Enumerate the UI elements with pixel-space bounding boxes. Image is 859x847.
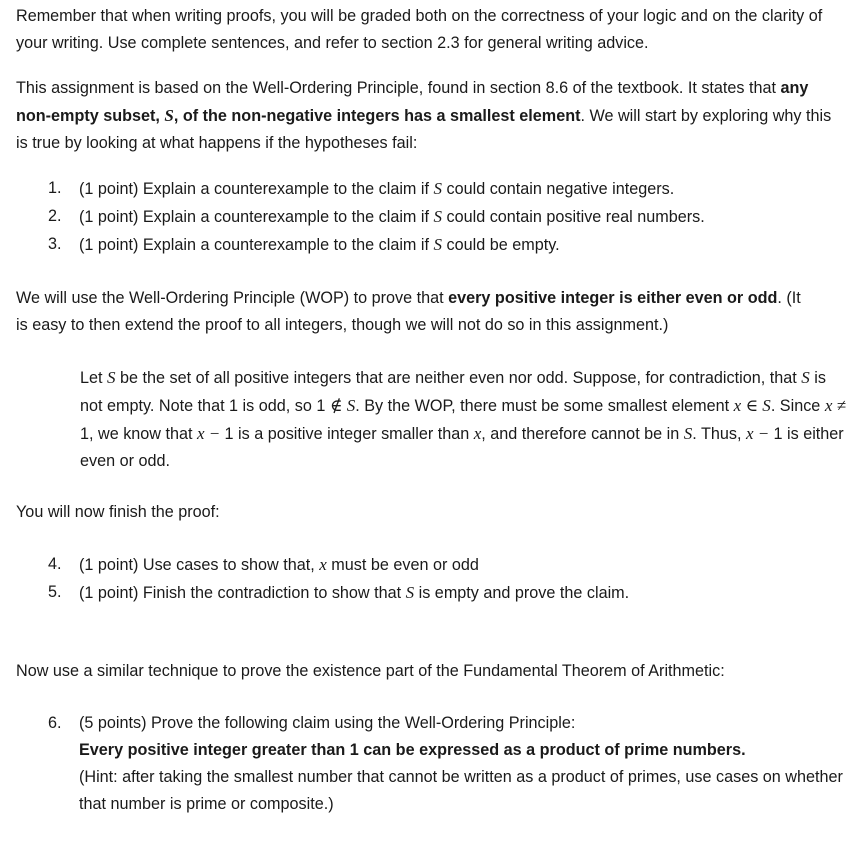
proof-text: Let [80,369,108,387]
list-item [16,710,844,818]
item-text: (1 point) Finish the contradiction to show that [79,584,406,602]
item-text: (1 point) Explain a counterexample to the claim if [79,208,434,226]
proof-text: 1 is a positive integer smaller than [224,425,474,443]
item-text-rest: could be empty. [442,236,560,254]
wop-use-text-2: . (It is easy to then extend the proof to all integers, though we will not do so in this assignment.) [16,289,801,334]
item-text-rest: must be even or odd [326,556,479,574]
wop-statement-bold-1: any non-empty subset, [16,79,809,125]
item-math: S [405,583,415,602]
item-number: 2. [48,207,62,225]
finish-proof-text: You will now finish the proof: [16,503,220,521]
item-math: S [433,235,443,254]
intro-paragraph: Remember that when writing proofs, you will be graded both on the correctness of your logic and on the clarity of your writing. Use complete sentences, and refer to section 2.3 for general writing advice. [16,7,823,52]
proof-math: S [107,368,116,387]
proof-text: is not empty. Note that 1 is odd, so 1 [80,369,826,415]
fta-paragraph: Now use a similar technique to prove the existence part of the Fundamental Theorem of Arithmetic: [16,662,725,680]
proof-text: 1, we know that [80,425,197,443]
question-6-line-1: (5 points) Prove the following claim using the Well-Ordering Principle: [79,714,576,732]
proof-math: x ∈ S [733,396,771,415]
wop-use-paragraph [16,285,816,339]
questions-list-3 [16,710,854,818]
wop-statement-bold-2: , of the non-negative integers has a smallest element [173,107,581,125]
question-6-claim-bold: Every positive integer greater than 1 can be expressed as a product of prime numbers. [79,741,746,759]
item-text-rest: could contain positive real numbers. [442,208,705,226]
proof-paragraph [80,364,850,475]
item-math: S [433,207,443,226]
item-text-rest: could contain negative integers. [442,180,675,198]
item-text: (1 point) Use cases to show that, [79,556,320,574]
question-6-hint: (Hint: after taking the smallest number that cannot be written as a product of primes, use cases on whether that number is prime or composite.) [79,768,843,813]
item-text: (1 point) Explain a counterexample to the claim if [79,180,434,198]
proof-text: be the set of all positive integers that are neither even nor odd. Suppose, for contradiction, that [115,369,802,387]
proof-text: . By the WOP, there must be some smallest element [355,397,734,415]
proof-text: . Thus, [692,425,746,443]
proof-math: S [683,424,693,443]
proof-text: , and therefore cannot be in [481,425,684,443]
proof-math: x ≠ [824,396,846,415]
proof-math: x − [745,424,774,443]
proof-text: . Since [770,397,825,415]
list-item [16,203,854,231]
list-item [16,231,854,259]
list-item [16,579,854,607]
list-item [16,551,854,579]
item-math: x [319,555,327,574]
item-number: 4. [48,555,62,573]
proof-math: x [473,424,482,443]
wop-intro-text-1: This assignment is based on the Well-Ordering Principle, found in section 8.6 of the textbook. It states that [16,79,781,97]
question-6-claim [79,737,844,764]
proof-math: S [801,368,810,387]
item-math: S [433,179,443,198]
assignment-document [16,3,854,818]
wop-intro-paragraph [16,75,836,157]
wop-use-text-1: We will use the Well-Ordering Principle (WOP) to prove that [16,289,449,307]
wop-statement-math: S [164,106,174,125]
proof-math: x − [196,424,225,443]
wop-use-bold: every positive integer is either even or odd [448,289,778,307]
proof-math: ∉ S [329,396,356,415]
questions-list-2 [16,551,854,607]
item-text-rest: is empty and prove the claim. [414,584,630,602]
questions-list-1 [16,175,854,259]
proof-text: 1 is either even or odd. [80,425,844,470]
item-number: 1. [48,179,62,197]
list-item [16,175,854,203]
item-text: (1 point) Explain a counterexample to the claim if [79,236,434,254]
item-number: 3. [48,235,62,253]
item-number: 5. [48,583,62,601]
wop-intro-text-2: . We will start by exploring why this is true by looking at what happens if the hypotheses fail: [16,107,832,152]
item-number: 6. [48,714,62,732]
